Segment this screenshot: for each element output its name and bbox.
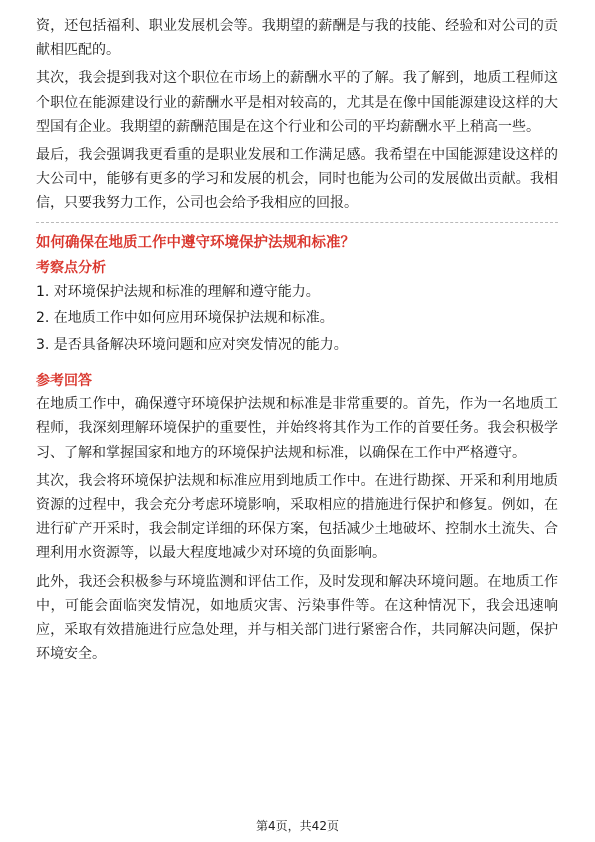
page-number: 第4页，共42页 (256, 819, 339, 833)
list-item: 3. 是否具备解决环境问题和应对突发情况的能力。 (36, 336, 348, 353)
answer-paragraph: 其次，我会将环境保护法规和标准应用到地质工作中。在进行勘探、开采和利用地质资源的过程中，我会充分考虑环境影响，采取相应的措施进行保护和修复。例如，在进行矿产开采时，我会制定详细的环保方案，包括减少土地破坏、控制水土流失、合理利用水资源等，以最大程度地减少对环境的负面影响。 (36, 472, 558, 562)
body-paragraph: 其次，我会提到我对这个职位在市场上的薪酬水平的了解。我了解到，地质工程师这个职位在能源建设行业的薪酬水平是相对较高的，尤其是在像中国能源建设这样的大型国有企业。我期望的薪酬范围是在这个行业和公司的平均薪酬水平上稍高一些。 (36, 70, 558, 135)
analysis-list (36, 279, 558, 359)
section-divider (36, 222, 558, 223)
answer-paragraph: 在地质工作中，确保遵守环境保护法规和标准是非常重要的。首先，作为一名地质工程师，我深刻理解环境保护的重要性，并始终将其作为工作的首要任务。我会积极学习、了解和掌握国家和地方的环境保护法规和标准，以确保在工作中严格遵守。 (36, 396, 558, 461)
answer-title: 参考回答 (36, 373, 92, 390)
analysis-title: 考察点分析 (36, 259, 106, 276)
body-paragraph: 最后，我会强调我更看重的是职业发展和工作满足感。我希望在中国能源建设这样的大公司中，能够有更多的学习和发展的机会，同时也能为公司的发展做出贡献。我相信，只要我努力工作，公司也会给予我相应的回报。 (36, 147, 558, 212)
spacer (36, 362, 558, 370)
answer-paragraph: 此外，我还会积极参与环境监测和评估工作，及时发现和解决环境问题。在地质工作中，可能会面临突发情况，如地质灾害、污染事件等。在这种情况下，我会迅速响应，采取有效措施进行应急处理，并与相关部门进行紧密合作，共同解决问题，保护环境安全。 (36, 573, 558, 663)
question-heading: 如何确保在地质工作中遵守环境保护法规和标准？ (36, 234, 355, 251)
page-content (36, 14, 558, 670)
list-item: 2. 在地质工作中如何应用环境保护法规和标准。 (36, 310, 334, 327)
body-paragraph: 资，还包括福利、职业发展机会等。我期望的薪酬是与我的技能、经验和对公司的贡献相匹配的。 (36, 18, 558, 59)
list-item: 1. 对环境保护法规和标准的理解和遵守能力。 (36, 283, 320, 300)
